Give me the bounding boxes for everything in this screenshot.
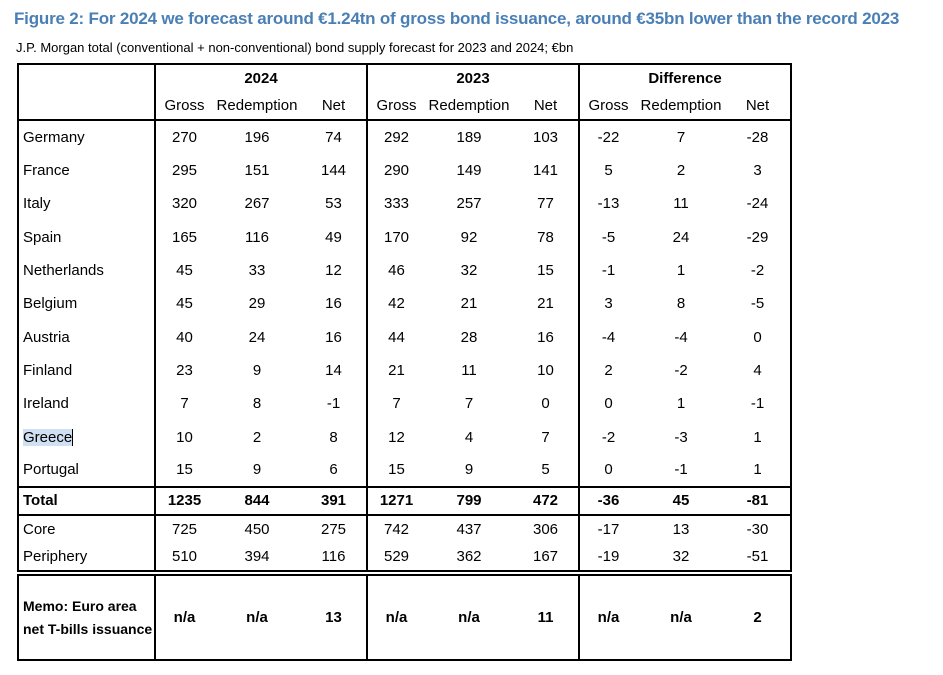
value-cell: 32: [672, 547, 690, 565]
value-cell: 529: [367, 543, 425, 571]
value-cell: 49: [325, 228, 342, 246]
value-cell: 15: [367, 454, 425, 487]
value-cell: 16: [537, 328, 554, 346]
value-cell: 295: [155, 154, 213, 187]
value-cell: 1: [676, 262, 686, 280]
value-cell: 3: [753, 162, 762, 180]
table-row: [18, 221, 791, 254]
value-cell: -22: [579, 120, 637, 154]
table-row: [18, 287, 791, 320]
value-cell: 2: [252, 428, 262, 446]
value-cell: 29: [248, 295, 266, 313]
value-cell: 28: [460, 328, 478, 346]
column-header: Gross: [155, 91, 213, 120]
value-cell: -4: [674, 328, 688, 346]
row-label-text: Core: [23, 520, 56, 538]
value-cell: 15: [537, 262, 554, 280]
value-cell: -5: [750, 295, 765, 313]
value-cell: 53: [325, 195, 342, 213]
value-cell: 1: [753, 428, 762, 446]
value-cell: 33: [248, 262, 266, 280]
figure-title: Figure 2: For 2024 we forecast around €1.24tn of gross bond issuance, around €35bn lower than the record 2023: [14, 9, 900, 28]
row-label: [18, 543, 155, 571]
row-label-text: France: [23, 162, 70, 180]
value-cell: 32: [460, 262, 478, 280]
value-cell: 151: [244, 162, 270, 180]
row-label-text: Spain: [23, 228, 62, 246]
value-cell: -51: [746, 547, 769, 565]
row-label: [18, 320, 155, 353]
value-cell: 267: [244, 195, 270, 213]
value-cell: 78: [537, 228, 554, 246]
value-cell: 116: [245, 228, 269, 246]
row-label-text: Periphery: [23, 547, 88, 565]
value-cell: 189: [425, 120, 513, 154]
table-row: [18, 120, 791, 154]
value-cell: 7: [155, 387, 213, 420]
value-cell: 167: [532, 547, 559, 565]
value-cell: 12: [367, 420, 425, 453]
row-label-text: Portugal: [23, 461, 79, 479]
value-cell: 394: [244, 547, 270, 565]
memo-cell: 2: [753, 609, 762, 626]
value-cell: 7: [637, 120, 725, 154]
value-cell: 320: [155, 187, 213, 220]
column-header: Net: [533, 96, 558, 114]
value-cell: 14: [325, 361, 342, 379]
column-header: Gross: [579, 91, 637, 120]
value-cell: 9: [252, 461, 262, 479]
memo-cell: n/a: [367, 575, 425, 660]
value-cell: 270: [155, 120, 213, 154]
row-label: [18, 387, 155, 420]
value-cell: 0: [541, 395, 550, 413]
column-header: Redemption: [216, 96, 298, 114]
value-cell: -2: [750, 262, 765, 280]
value-cell: 4: [464, 428, 474, 446]
column-header: Net: [321, 96, 346, 114]
column-header: Redemption: [640, 96, 722, 114]
value-cell: 45: [155, 254, 213, 287]
value-cell: 2: [579, 354, 637, 387]
figure-subtitle: J.P. Morgan total (conventional + non-conventional) bond supply forecast for 2023 and 2024; €bn: [16, 40, 574, 55]
value-cell: -17: [579, 515, 637, 543]
row-label: [18, 254, 155, 287]
row-label-text: Total: [23, 492, 58, 510]
table-row: [18, 154, 791, 187]
value-cell: 472: [513, 487, 579, 515]
value-cell: 12: [325, 262, 342, 280]
value-cell: 7: [367, 387, 425, 420]
value-cell: 333: [367, 187, 425, 220]
row-label[interactable]: [18, 420, 155, 453]
row-label-text: Ireland: [23, 395, 69, 413]
bond-supply-table: [17, 63, 792, 572]
subtotal-row: [18, 543, 791, 571]
value-cell: 10: [537, 361, 554, 379]
value-cell: 165: [155, 221, 213, 254]
value-cell: 21: [460, 295, 478, 313]
value-cell: -36: [579, 487, 637, 515]
value-cell: -19: [579, 543, 637, 571]
value-cell: -13: [579, 187, 637, 220]
value-cell: 16: [325, 328, 342, 346]
value-cell: 3: [579, 287, 637, 320]
row-label-text: Italy: [23, 195, 51, 213]
row-label: [18, 287, 155, 320]
memo-cell: n/a: [155, 575, 213, 660]
value-cell: 0: [579, 454, 637, 487]
value-cell: 275: [301, 515, 367, 543]
value-cell: 0: [753, 328, 762, 346]
value-cell: 9: [464, 461, 474, 479]
value-cell: 510: [155, 543, 213, 571]
group-header-difference: Difference: [579, 64, 791, 91]
value-cell: 42: [367, 287, 425, 320]
value-cell: 16: [325, 295, 342, 313]
value-cell: 74: [301, 120, 367, 154]
table-row: [18, 187, 791, 220]
column-header: Net: [745, 96, 770, 114]
value-cell: 46: [367, 254, 425, 287]
group-header-2023: 2023: [367, 64, 579, 91]
value-cell: 10: [155, 420, 213, 453]
value-cell: 144: [320, 162, 347, 180]
row-label: [18, 154, 155, 187]
value-cell: 8: [676, 295, 686, 313]
row-label: [18, 454, 155, 487]
value-cell: 5: [579, 154, 637, 187]
table-row: [18, 254, 791, 287]
row-label-text: Belgium: [23, 295, 78, 313]
value-cell: 8: [252, 395, 262, 413]
value-cell: 24: [672, 228, 690, 246]
memo-cell: n/a: [246, 609, 268, 626]
value-cell: -28: [725, 120, 791, 154]
value-cell: 0: [579, 387, 637, 420]
row-label: [18, 187, 155, 220]
value-cell: 6: [329, 461, 338, 479]
row-label-text: Finland: [23, 361, 73, 379]
memo-cell: 11: [537, 609, 554, 626]
memo-cell: n/a: [579, 575, 637, 660]
memo-cell: 13: [325, 609, 342, 626]
row-label: [18, 487, 155, 515]
corner-cell: [18, 64, 155, 91]
value-cell: 8: [329, 428, 338, 446]
value-cell: 4: [753, 361, 762, 379]
memo-cell: n/a: [458, 609, 480, 626]
value-cell: -81: [725, 487, 791, 515]
value-cell: 21: [537, 295, 554, 313]
table-row: [18, 354, 791, 387]
row-label-text: Netherlands: [23, 262, 104, 280]
value-cell: 292: [367, 120, 425, 154]
value-cell: 170: [367, 221, 425, 254]
value-cell: 5: [541, 461, 550, 479]
value-cell: 742: [367, 515, 425, 543]
group-header-2024: 2024: [155, 64, 367, 91]
value-cell: -1: [326, 395, 341, 413]
value-cell: 196: [213, 120, 301, 154]
column-header: Redemption: [428, 96, 510, 114]
value-cell: 844: [213, 487, 301, 515]
table-row: [18, 420, 791, 453]
value-cell: 44: [367, 320, 425, 353]
column-header: Gross: [367, 91, 425, 120]
value-cell: 437: [425, 515, 513, 543]
table-row: [18, 454, 791, 487]
memo-label: Memo: Euro area net T-bills issuance: [23, 597, 153, 637]
subtotal-row: [18, 515, 791, 543]
row-label: [18, 515, 155, 543]
value-cell: 21: [367, 354, 425, 387]
value-cell: -5: [579, 221, 637, 254]
value-cell: 23: [155, 354, 213, 387]
value-cell: -3: [674, 428, 688, 446]
value-cell: -2: [674, 361, 688, 379]
table-row: [18, 387, 791, 420]
value-cell: 257: [456, 195, 482, 213]
value-cell: 1271: [367, 487, 425, 515]
value-cell: 7: [541, 428, 550, 446]
value-cell: -30: [725, 515, 791, 543]
total-rows: [18, 487, 791, 571]
value-cell: 391: [301, 487, 367, 515]
country-rows: [18, 120, 791, 487]
value-cell: 11: [673, 195, 689, 213]
value-cell: -4: [579, 320, 637, 353]
value-cell: 7: [464, 395, 474, 413]
memo-table: [17, 574, 792, 661]
value-cell: 2: [676, 162, 686, 180]
value-cell: -1: [674, 461, 688, 479]
value-cell: -24: [746, 195, 769, 213]
value-cell: -29: [746, 228, 769, 246]
memo-row: [18, 575, 791, 660]
value-cell: 1: [753, 461, 762, 479]
row-label: [18, 120, 155, 154]
value-cell: -2: [579, 420, 637, 453]
value-cell: 15: [155, 454, 213, 487]
row-label: [18, 354, 155, 387]
value-cell: 450: [213, 515, 301, 543]
row-label-text[interactable]: Greece: [23, 428, 73, 446]
row-label-text: Austria: [23, 328, 70, 346]
value-cell: 725: [155, 515, 213, 543]
value-cell: -1: [579, 254, 637, 287]
value-cell: 799: [425, 487, 513, 515]
value-cell: 40: [155, 320, 213, 353]
value-cell: 77: [537, 195, 554, 213]
value-cell: 116: [321, 547, 346, 565]
value-cell: 1235: [155, 487, 213, 515]
total-row: [18, 487, 791, 515]
row-label: [18, 221, 155, 254]
value-cell: 13: [637, 515, 725, 543]
value-cell: 149: [456, 162, 482, 180]
value-cell: 45: [637, 487, 725, 515]
value-cell: 103: [513, 120, 579, 154]
table-row: [18, 320, 791, 353]
value-cell: 92: [460, 228, 478, 246]
value-cell: 9: [252, 361, 262, 379]
corner-cell: [18, 91, 155, 120]
value-cell: 290: [367, 154, 425, 187]
value-cell: 306: [513, 515, 579, 543]
row-label-text: Germany: [23, 129, 85, 146]
value-cell: 11: [461, 361, 477, 379]
value-cell: 24: [248, 328, 266, 346]
value-cell: 45: [155, 287, 213, 320]
value-cell: 141: [532, 162, 559, 180]
value-cell: -1: [750, 395, 765, 413]
value-cell: 362: [456, 547, 482, 565]
memo-cell: n/a: [670, 609, 692, 626]
value-cell: 1: [676, 395, 686, 413]
